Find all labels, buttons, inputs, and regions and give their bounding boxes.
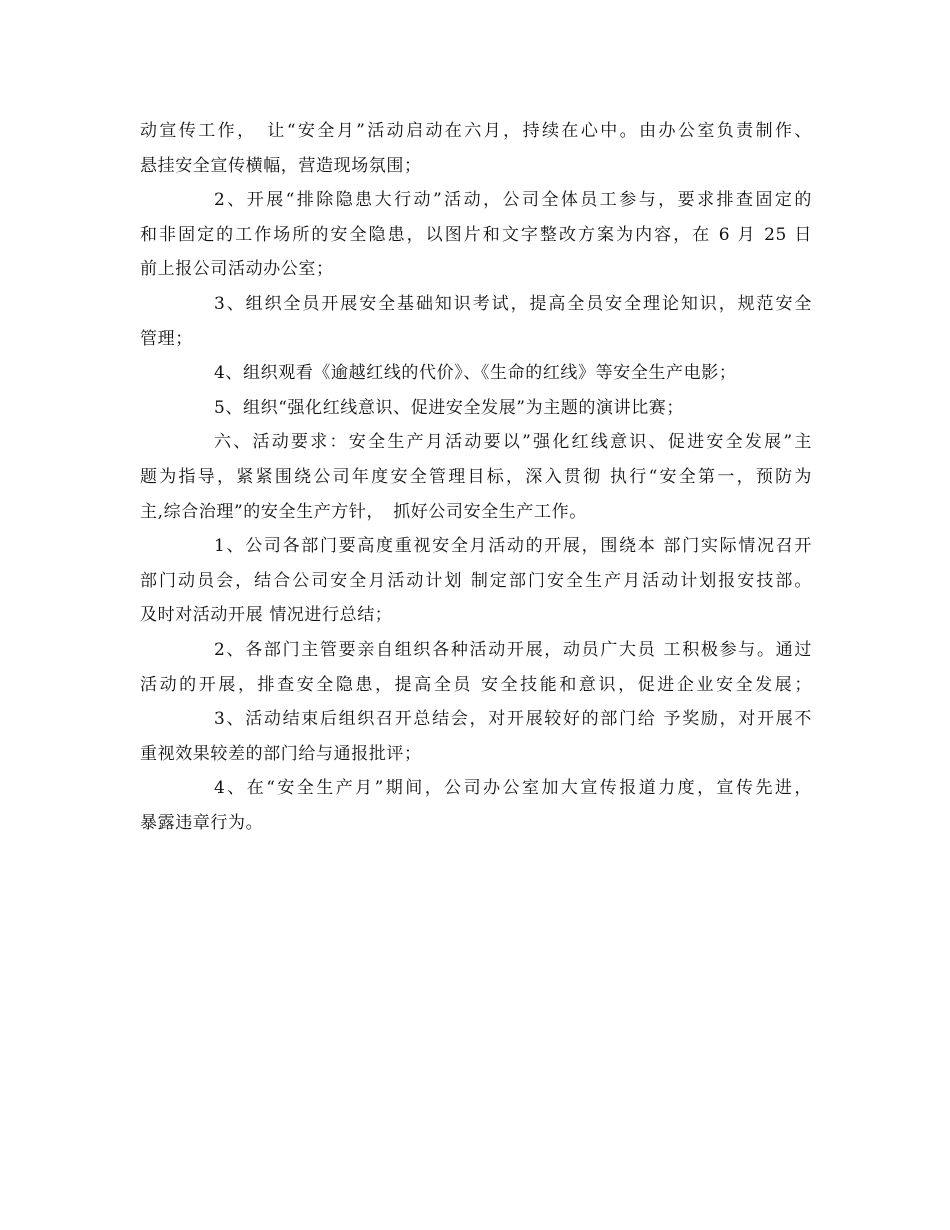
text-line: 重视效果较差的部门给与通报批评； [140,743,422,764]
list-item-4-line: 4、组织观看《逾越红线的代价》、《生命的红线》等安全生产电影； [214,363,737,384]
text-line: 暴露违章行为。 [140,812,264,833]
text-line: 活动的开展，排查安全隐患，提高全员 安全技能和意识，促进企业安全发展； [140,674,812,695]
requirement-3-line: 3、活动结束后组织召开总结会，对开展较好的部门给 予奖励，对开展不 [214,709,812,730]
text-line: 及时对活动开展 情况进行总结； [140,605,393,626]
text-line: 主,综合治理”的安全生产方针， 抓好公司安全生产工作。 [140,501,587,522]
requirement-1-line: 1、公司各部门要高度重视安全月活动的开展，围绕本 部门实际情况召开 [214,536,812,557]
requirement-4-line: 4、在“安全生产月”期间，公司办公室加大宣传报道力度，宣传先进， [214,778,812,799]
list-item-2-line: 2、开展“排除隐患大行动”活动，公司全体员工参与，要求排查固定的 [214,190,812,211]
list-item-3-line: 3、组织全员开展安全基础知识考试，提高全员安全理论知识，规范安全 [214,293,812,314]
text-line: 悬挂安全宣传横幅，营造现场氛围； [140,155,422,176]
text-line: 动宣传工作， 让“安全月”活动启动在六月，持续在心中。由办公室负责制作、 [140,121,812,141]
text-line: 前上报公司活动办公室； [140,259,334,280]
list-item-5-line: 5、组织“强化红线意识、促进安全发展”为主题的演讲比赛； [214,397,684,418]
text-line: 管理； [140,328,193,349]
text-line: 题为指导，紧紧围绕公司年度安全管理目标，深入贯彻 执行“安全第一，预防为 [140,466,812,487]
text-line: 部门动员会，结合公司安全月活动计划 制定部门安全生产月活动计划报安技部。 [140,570,812,591]
requirement-2-line: 2、各部门主管要亲自组织各种活动开展，动员广大员 工积极参与。通过 [214,639,812,660]
document-body [140,114,812,840]
text-line: 和非固定的工作场所的安全隐患，以图片和文字整改方案为内容，在 6 月 25 日 [140,224,812,245]
section-six-heading-line: 六、活动要求：安全生产月活动要以”强化红线意识、促进安全发展”主 [214,432,812,453]
